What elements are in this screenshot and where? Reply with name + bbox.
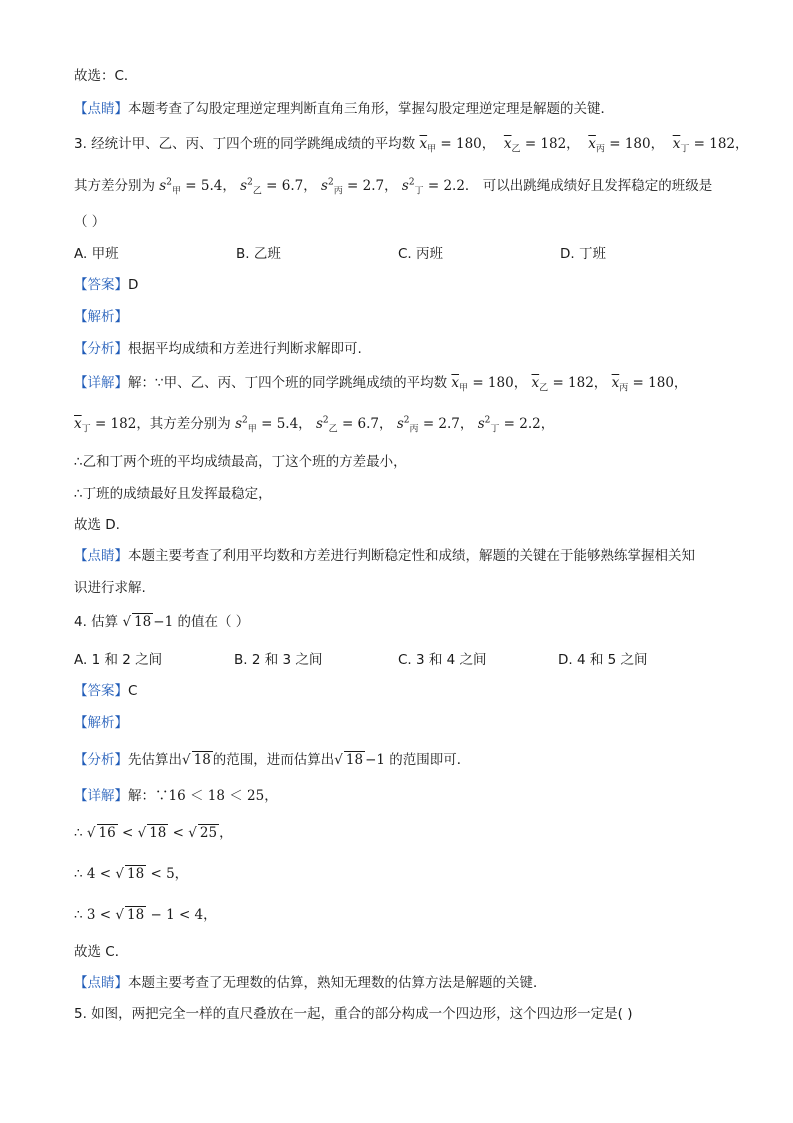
mean-sub: 乙 (511, 144, 521, 155)
q4-fenxi: 【分析】先估算出√ 18 的范围，进而估算出√ 18 −1 的范围即可． (74, 752, 471, 768)
mean-symbol: $\overline{x}$ (419, 136, 428, 152)
q3-detail-line2: $\overline{x}_丁 = 182$，其方差分别为 $s^2_甲 = 5.4$， $s^2_乙 = 6.7$， $s^2_丙 = 2.7$， $s^2_丁 = 2.2$， (74, 415, 555, 435)
answer-value: C (128, 683, 138, 699)
mean-symbol: $\overline{x}$ (588, 136, 596, 152)
q4-dianjing: 【点睛】本题主要考查了无理数的估算，熟知无理数的估算方法是解题的关键． (74, 975, 547, 991)
q4-answer: 【答案】C (74, 683, 138, 699)
var-value: = 6.7， (266, 178, 317, 194)
q3-choice: 故选 D. (74, 517, 120, 533)
answer-tag: 【答案】 (74, 277, 128, 293)
q3-stem: 其方差分别为 (74, 178, 155, 194)
option-b: B. 乙班 (236, 246, 281, 262)
option-b: B. 2 和 3 之间 (234, 652, 323, 668)
q4-detail: 【详解】解：∵16 ＜ 18 ＜ 25， (74, 788, 278, 804)
option-d: D. 4 和 5 之间 (558, 652, 648, 668)
q3-answer (74, 275, 138, 295)
var-value: = 2.7， (347, 178, 398, 194)
mean-value: = 180， (440, 136, 496, 152)
q3-stem-line2: 其方差分别为 $s^2_甲 = 5.4$， $s^2_乙 = 6.7$， $s^2_丙 = 2.7$， $s^2_丁 = 2.2$． 可以出跳绳成绩好且发挥稳定的班级是 (74, 177, 713, 197)
mean-value: = 180， (609, 136, 665, 152)
q3-paren: （ ） (74, 214, 106, 230)
option-c: C. 丙班 (398, 246, 444, 262)
q3-dianjing (74, 546, 695, 566)
q3-dianjing-cont: 识进行求解. (74, 580, 146, 596)
mean-value: = 182， (524, 136, 580, 152)
point-tag: 【点睛】 (74, 101, 128, 117)
radicand: 18 (134, 614, 152, 630)
mean-sub: 丁 (680, 144, 690, 155)
q3-conclusion-2: ∴丁班的成绩最好且发挥最稳定， (74, 486, 272, 502)
mean-sub: 甲 (427, 144, 437, 155)
option-a: A. 1 和 2 之间 (74, 652, 163, 668)
q3-detail-line1: 【详解】解：∵甲、乙、丙、丁四个班的同学跳绳成绩的平均数 $\overline{x}_甲 = 180$， $\overline{x}_乙 = 182$， $\overline{x}_丙 = 180$， (74, 375, 688, 394)
detail-text: 解：∵甲、乙、丙、丁四个班的同学跳绳成绩的平均数 (128, 375, 448, 391)
q3-stem-line1 (74, 134, 749, 154)
q3-fenxi (74, 339, 362, 359)
var-value: = 2.2． (427, 178, 479, 194)
dianjing-tag: 【点睛】 (74, 548, 128, 564)
q4-options (74, 650, 648, 670)
q4-stem: 4. 估算 √ 18 −1 的值在（ ） (74, 614, 250, 630)
mean-symbol: $\overline{x}$ (672, 136, 681, 152)
q3-conclusion-1: ∴乙和丁两个班的平均成绩最高，丁这个班的方差最小， (74, 454, 407, 470)
analysis-tag: 【解析】 (74, 309, 128, 325)
var-sub: 乙 (252, 186, 262, 197)
detail-tag: 【详解】 (74, 375, 128, 391)
var-value: = 5.4， (185, 178, 236, 194)
mean-symbol: $\overline{x}$ (503, 136, 512, 152)
var-sub: 甲 (171, 186, 181, 197)
point-text: 本题考查了勾股定理逆定理判断直角三角形，掌握勾股定理逆定理是解题的关键． (128, 101, 614, 117)
option-d: D. 丁班 (560, 246, 606, 262)
var-sub: 丙 (333, 186, 343, 197)
q3-stem: 3. 经统计甲、乙、丙、丁四个班的同学跳绳成绩的平均数 (74, 136, 416, 152)
mean-value: = 182， (693, 136, 749, 152)
var-sub: 丁 (414, 186, 424, 197)
dianjing-text: 本题主要考查了利用平均数和方差进行判断稳定性和成绩，解题的关键在于能够熟练掌握相关知 (128, 548, 695, 564)
q3-stem: 可以出跳绳成绩好且发挥稳定的班级是 (482, 178, 713, 194)
q4-step-2: ∴ 4 < √ 18 < 5， (74, 866, 189, 882)
fenxi-tag: 【分析】 (74, 341, 128, 357)
prev-answer: 故选：C． (74, 68, 138, 84)
detail-text: ，其方差分别为 (136, 416, 231, 432)
q4-choice: 故选 C． (74, 944, 129, 960)
q4-step-1: ∴ √ 16 < √ 18 < √ 25 ， (74, 825, 233, 841)
q3-analysis-tag (74, 307, 128, 327)
q4-step-3: ∴ 3 < √ 18 − 1 < 4， (74, 907, 217, 923)
q4-analysis-tag: 【解析】 (74, 715, 128, 731)
answer-value: D (128, 277, 139, 293)
q3-options (74, 244, 606, 264)
fenxi-text: 根据平均成绩和方差进行判断求解即可. (128, 341, 362, 357)
mean-sub: 丙 (595, 144, 605, 155)
option-c: C. 3 和 4 之间 (398, 652, 487, 668)
option-a: A. 甲班 (74, 246, 119, 262)
q5-stem: 5. 如图，两把完全一样的直尺叠放在一起，重合的部分构成一个四边形，这个四边形一定是( ) (74, 1006, 633, 1022)
prev-point (74, 99, 614, 119)
